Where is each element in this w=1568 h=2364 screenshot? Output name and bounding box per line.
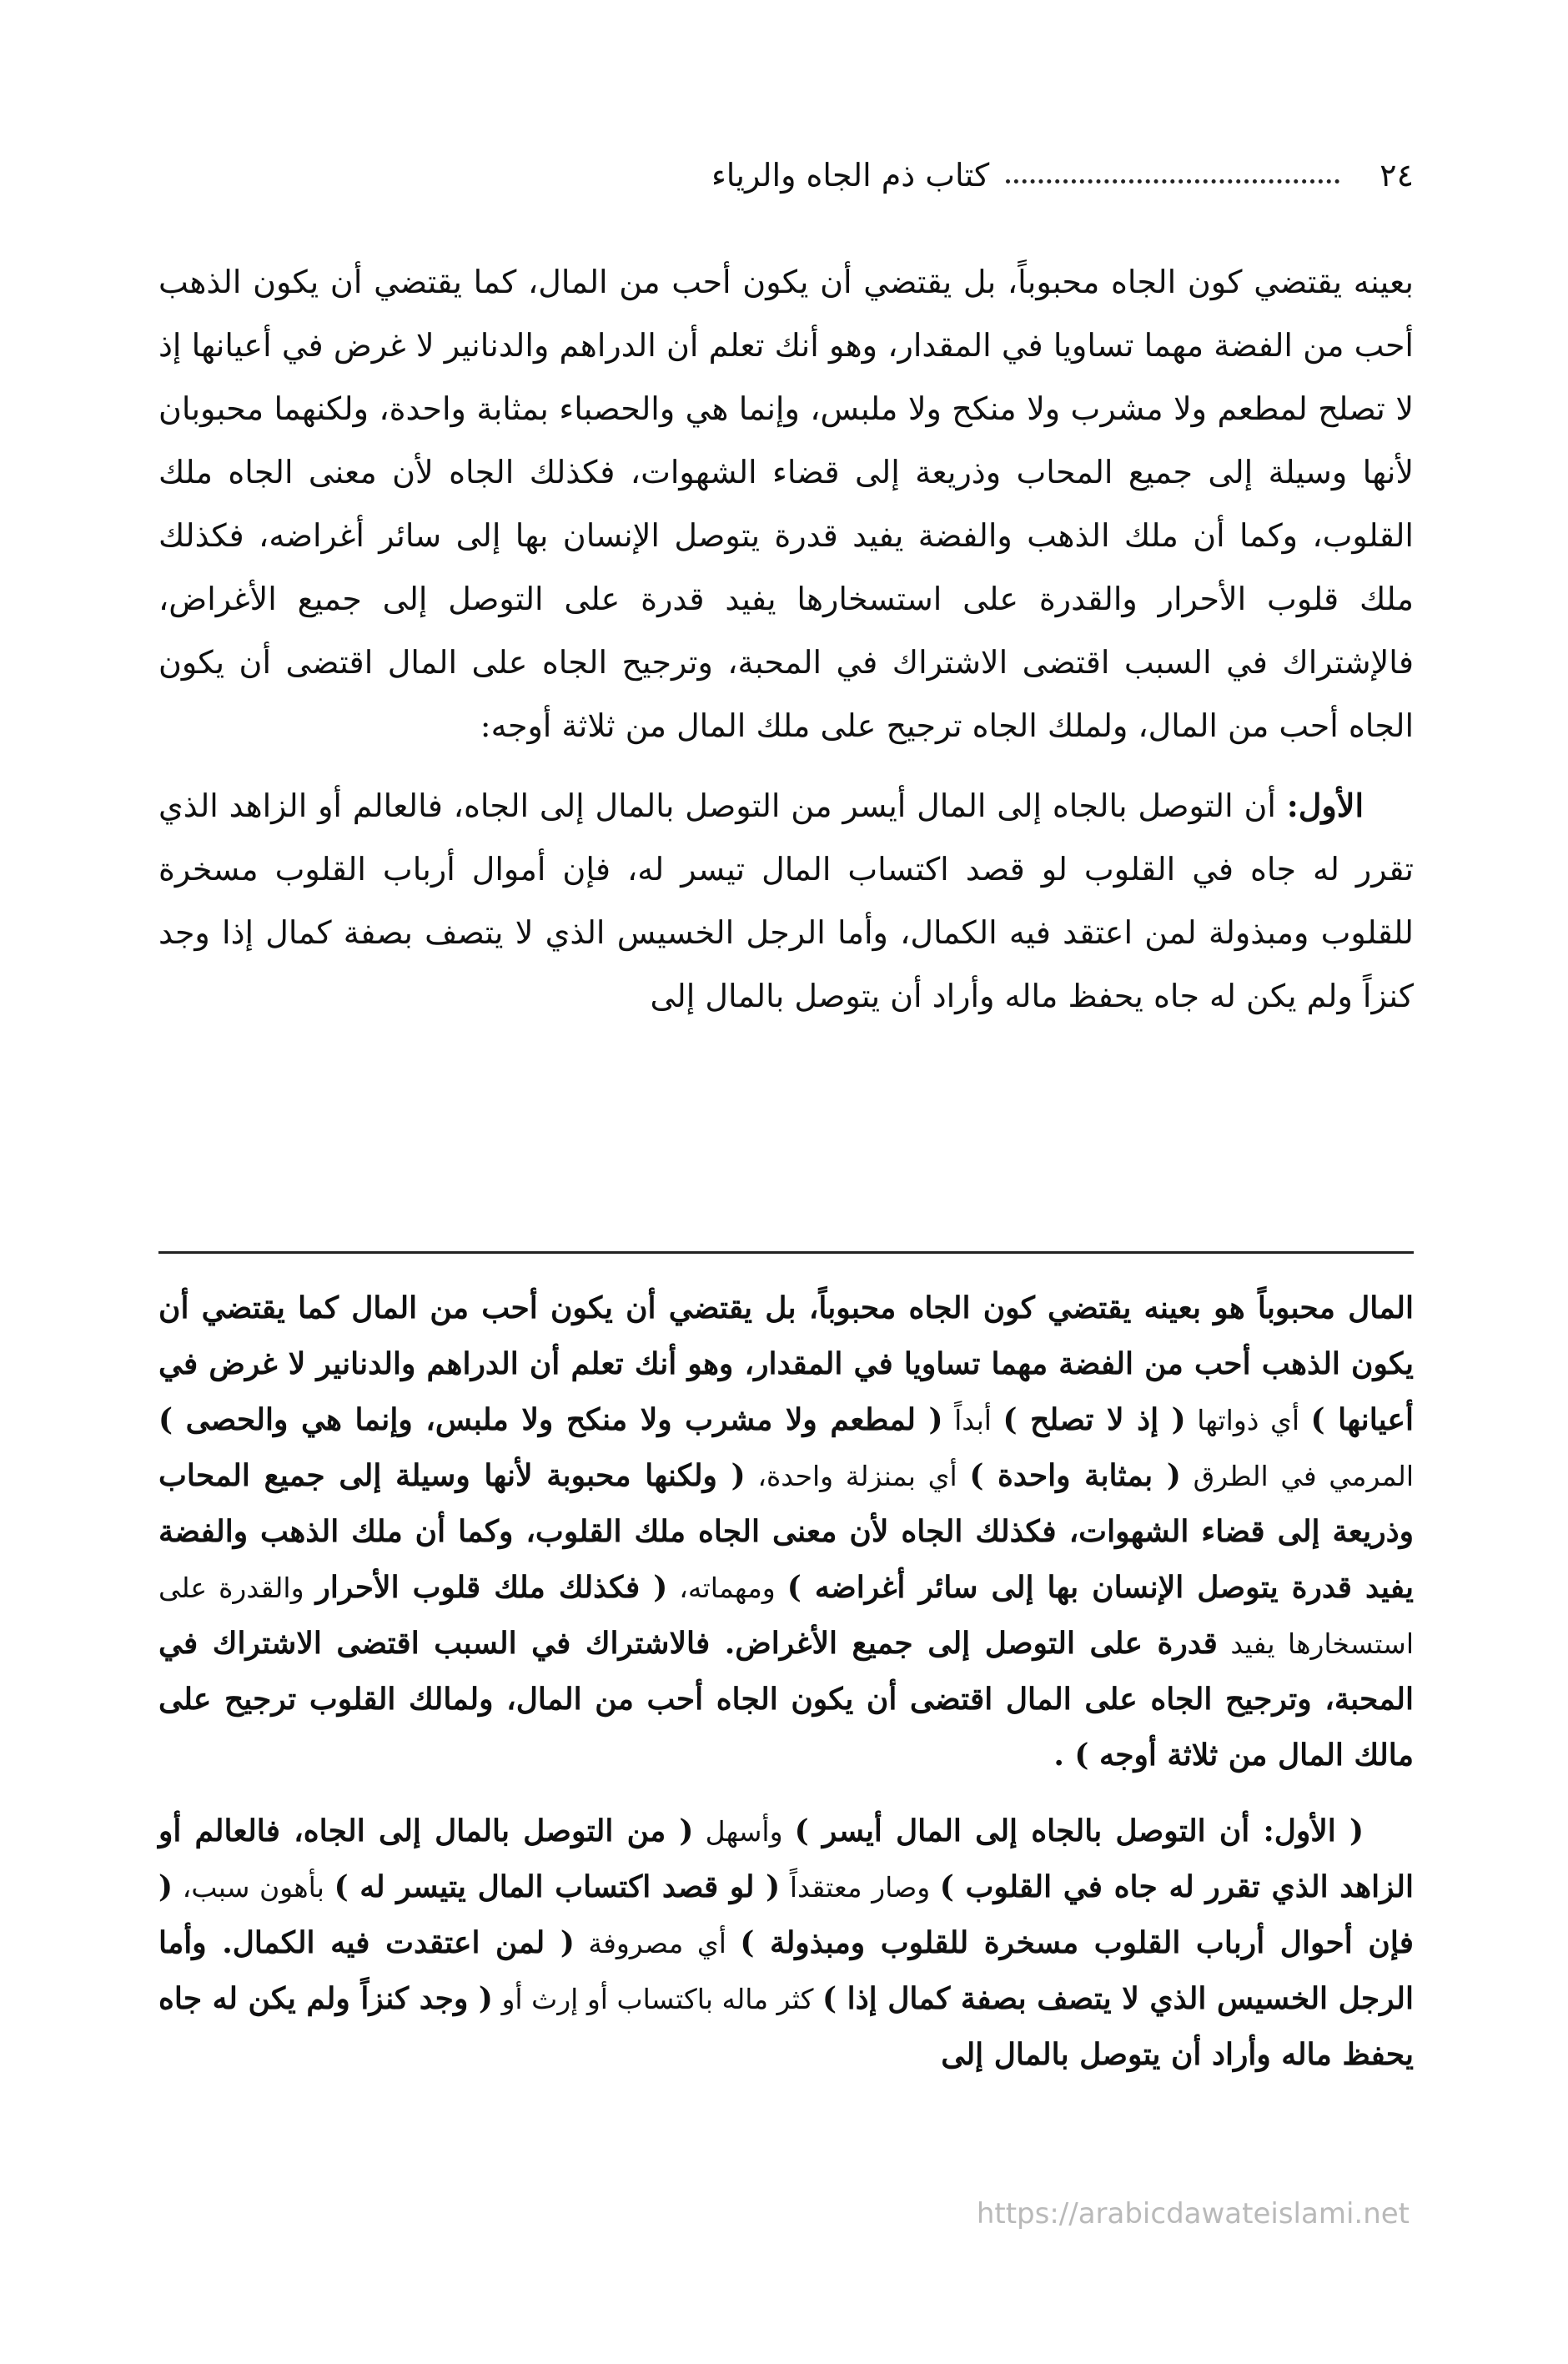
commentary-paragraph-1: [158, 1280, 1414, 1783]
commentary-gloss: أي ذواتها: [1185, 1404, 1311, 1436]
commentary-segment: ( لمن اعتقدت فيه الكمال. وأما الرجل الخسيس الذي لا يتصف بصفة كمال إذا ): [158, 1925, 1414, 2016]
header-dotted-leader: [1006, 179, 1339, 184]
commentary-gloss: أي بمنزلة واحدة،: [745, 1460, 970, 1492]
main-paragraph-1: بعينه يقتضي كون الجاه محبوباً، بل يقتضي أن يكون أحب من المال، كما يقتضي أن يكون الذهب أحب من الفضة مهما تساويا في المقدار، وهو أنك تعلم أن الدراهم والدنانير لا غرض في أعيانها إذ لا تصلح لمطعم ولا مشرب ولا منكح ولا ملبس، وإنما هي والحصباء بمثابة واحدة، ولكنهما محبوبان لأنها وسيلة إلى جميع المحاب وذريعة إلى قضاء الشهوات، فكذلك الجاه لأن معنى الجاه ملك القلوب، وكما أن ملك الذهب والفضة يفيد قدرة يتوصل الإنسان بها إلى سائر أغراضه، فكذلك ملك قلوب الأحرار والقدرة على استسخارها يفيد قدرة على التوصل إلى جميع الأغراض، فالإشتراك في السبب اقتضى الاشتراك في المحبة، وترجيح الجاه على المال اقتضى أن يكون الجاه أحب من المال، ولملك الجاه ترجيح على ملك المال من ثلاثة أوجه:: [158, 264, 1414, 744]
commentary-segment: ( بمثابة واحدة ): [969, 1458, 1181, 1493]
commentary-segment: ( فكذلك ملك قلوب الأحرار: [315, 1570, 668, 1605]
commentary-gloss: أبداً: [942, 1404, 1003, 1436]
commentary-text: [158, 1280, 1414, 2083]
commentary-paragraph-2: [158, 1803, 1414, 2083]
book-page: [158, 0, 1414, 2364]
book-title: كتاب ذم الجاه والرياء: [711, 157, 990, 194]
page-number: ٢٤: [1380, 157, 1414, 194]
commentary-segment: قدرة على التوصل إلى جميع الأغراض. فالاشتراك في السبب اقتضى الاشتراك في المحبة، وترجيح الجاه على المال اقتضى أن يكون الجاه أحب من المال، ولمالك القلوب ترجيح على مالك المال من ثلاثة أوجه ) .: [158, 1626, 1414, 1773]
commentary-segment: ( فإن أحوال أرباب القلوب مسخرة للقلوب ومبذولة ): [158, 1869, 1415, 1960]
commentary-gloss: وأسهل: [693, 1815, 795, 1848]
commentary-gloss: أي مصروفة: [574, 1927, 741, 1959]
footnote-divider: [158, 1251, 1414, 1254]
commentary-segment: المال محبوباً هو بعينه يقتضي كون الجاه محبوباً، بل يقتضي أن يكون أحب من المال كما يقتضي أن يكون الذهب أحب من الفضة مهما تساويا في المقدار، وهو أنك تعلم أن الدراهم والدنانير لا غرض في أعيانها ): [158, 1290, 1415, 1437]
commentary-segment: ( إذ لا تصلح ): [1003, 1402, 1186, 1437]
commentary-segment: ( الأول: أن التوصل بالجاه إلى المال أيسر ): [794, 1813, 1364, 1848]
paragraph-2-text: أن التوصل بالجاه إلى المال أيسر من التوصل بالمال إلى الجاه، فالعالم أو الزاهد الذي تقرر له جاه في القلوب لو قصد اكتساب المال تيسر له، فإن أموال أرباب القلوب مسخرة للقلوب ومبذولة لمن اعتقد فيه الكمال، وأما الرجل الخسيس الذي لا يتصف بصفة كمال إذا وجد كنزاً ولم يكن له جاه يحفظ ماله وأراد أن يتوصل بالمال إلى: [158, 787, 1414, 1014]
commentary-segment: ( وجد كنزاً ولم يكن له جاه يحفظ ماله وأراد أن يتوصل بالمال إلى: [158, 1981, 1414, 2072]
commentary-gloss: بأهون سبب،: [173, 1871, 334, 1904]
commentary-segment: ( لمطعم ولا مشرب ولا منكح ولا ملبس، وإنما هي والحصى ): [158, 1402, 943, 1437]
commentary-gloss: وصار معتقداً: [780, 1871, 940, 1904]
commentary-gloss: المرمي في الطرق: [1180, 1460, 1414, 1492]
main-text: [158, 250, 1414, 1028]
commentary-gloss: ومهماته،: [667, 1572, 787, 1604]
commentary-segment: ( من التوصل بالمال إلى الجاه، فالعالم أو الزاهد الذي تقرر له جاه في القلوب ): [158, 1813, 1415, 1904]
commentary-gloss: كثر ماله باكتساب أو إرث أو: [492, 1983, 822, 2015]
commentary-segment: ( ولكنها محبوبة لأنها وسيلة إلى جميع المحاب وذريعة إلى قضاء الشهوات، فكذلك الجاه لأن معنى الجاه ملك القلوب، وكما أن ملك الذهب والفضة يفيد قدرة يتوصل الإنسان بها إلى سائر أغراضه ): [158, 1458, 1415, 1605]
commentary-segment: ( لو قصد اكتساب المال يتيسر له ): [334, 1869, 781, 1904]
page-header: [158, 146, 1414, 204]
main-paragraph-2: [158, 774, 1414, 1028]
paragraph-lead-word: الأول:: [1286, 787, 1364, 824]
commentary-gloss: والقدرة على استسخارها يفيد: [158, 1572, 1414, 1660]
watermark-url: https://arabicdawateislami.net: [976, 2197, 1410, 2231]
